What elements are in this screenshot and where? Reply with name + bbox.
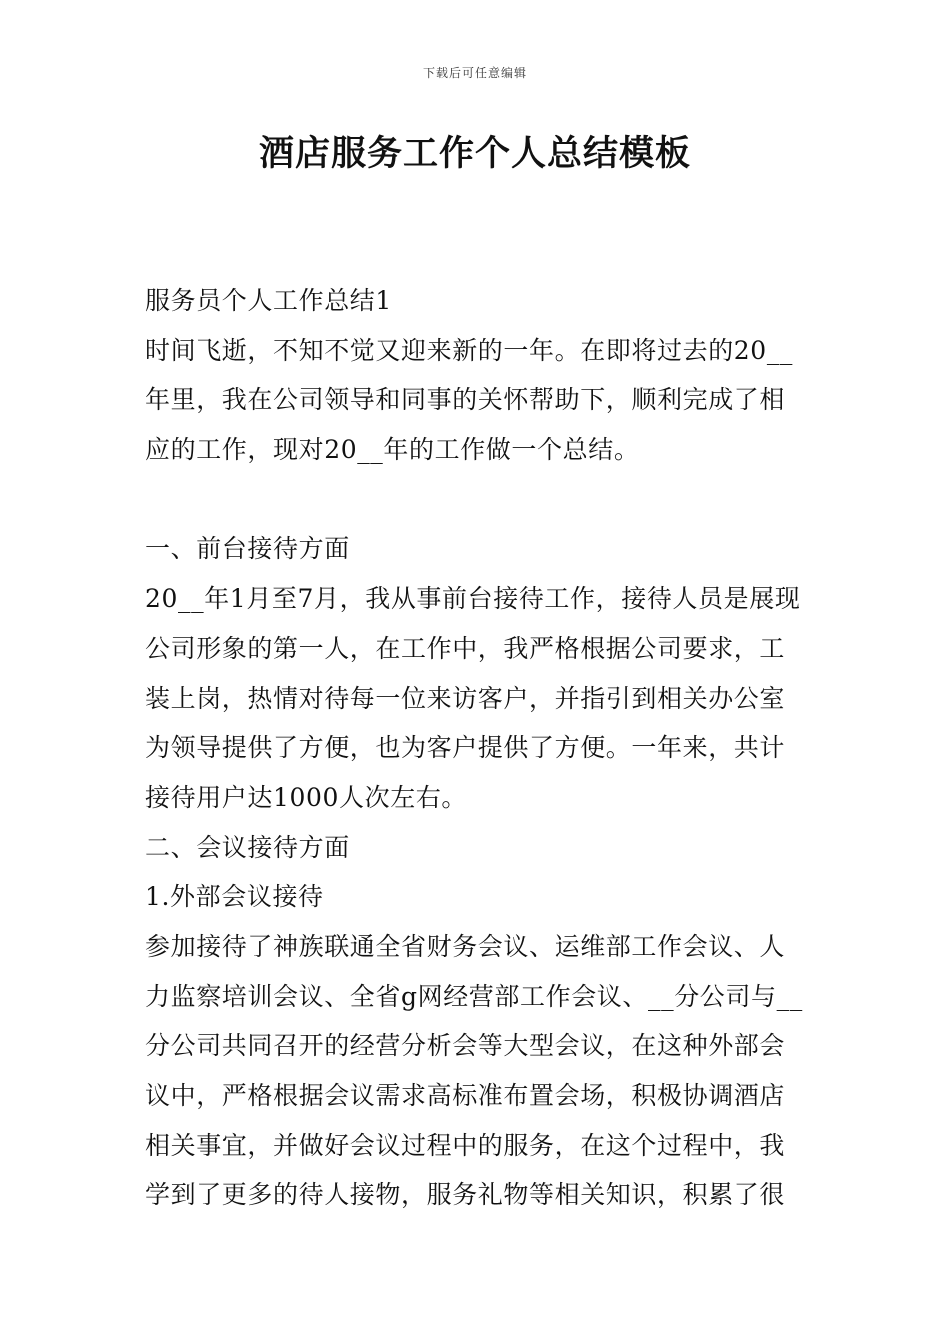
paragraph-line: 力监察培训会议、全省g网经营部工作会议、__分公司与__ [145,981,803,1011]
paragraph-line: 公司形象的第一人，在工作中，我严格根据公司要求，工 [145,633,786,663]
paragraph-line: 议中，严格根据会议需求高标准布置会场，积极协调酒店 [145,1081,786,1110]
paragraph-gap [145,475,815,525]
paragraph-line: 分公司共同召开的经营分析会等大型会议，在这种外部会 [145,1031,786,1061]
section-heading: 服务员个人工作总结1 [145,286,392,315]
subsection-heading: 1.外部会议接待 [145,882,324,912]
paragraph-line: 学到了更多的待人接物，服务礼物等相关知识，积累了很 [145,1180,786,1210]
page-header-note: 下载后可任意编辑 [422,66,527,80]
paragraph-line: 时间飞逝，不知不觉又迎来新的一年。在即将过去的20__ [145,335,794,365]
document-title: 酒店服务工作个人总结模板 [258,133,691,174]
section-heading: 二、会议接待方面 [145,832,350,862]
paragraph-line: 年里，我在公司领导和同事的关怀帮助下，顺利完成了相 [145,385,786,415]
paragraph-line: 应的工作，现对20__年的工作做一个总结。 [145,435,640,465]
paragraph-line: 装上岗，热情对待每一位来访客户，并指引到相关办公室 [145,683,786,713]
paragraph-line: 参加接待了神族联通全省财务会议、运维部工作会议、人 [145,931,786,961]
section-heading: 一、前台接待方面 [145,534,350,564]
paragraph-line: 接待用户达1000人次左右。 [145,782,468,812]
paragraph-line: 相关事宜，并做好会议过程中的服务，在这个过程中，我 [145,1130,786,1160]
paragraph-line: 为领导提供了方便，也为客户提供了方便。一年来，共计 [145,733,786,763]
paragraph-line: 20__年1月至7月，我从事前台接待工作，接待人员是展现 [145,584,801,614]
document-body [145,276,815,1220]
